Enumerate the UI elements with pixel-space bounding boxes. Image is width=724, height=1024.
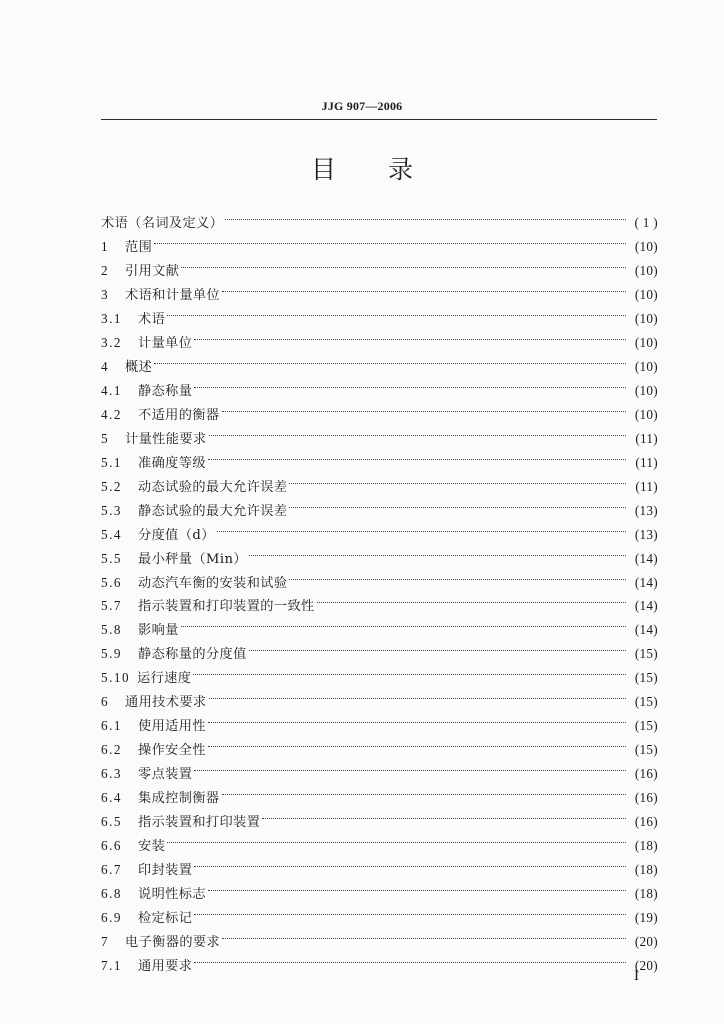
toc-entry[interactable] <box>101 850 658 879</box>
toc-entry-number: 4.1 <box>101 382 122 398</box>
toc-dot-leader <box>222 275 626 299</box>
toc-entry-page: (10) <box>634 262 658 278</box>
toc-entry-page: (15) <box>634 718 658 734</box>
toc-dot-leader <box>194 323 626 347</box>
toc-dot-leader <box>194 898 626 922</box>
toc-entry-page: (15) <box>634 646 658 662</box>
page-title-char-1: 目 <box>310 155 336 184</box>
toc-entry-title: 分度值（d） <box>138 527 215 543</box>
toc-entry-title: 静态试验的最大允许误差 <box>138 503 288 519</box>
toc-entry-number: 5.5 <box>101 550 122 566</box>
toc-entry-title: 零点装置 <box>138 767 193 783</box>
toc-entry-number: 6.6 <box>101 838 122 854</box>
toc-entry-number: 5.6 <box>101 574 122 590</box>
running-header: JJG 907—2006 <box>321 99 403 113</box>
toc-entry-title: 术语和计量单位 <box>125 287 221 303</box>
toc-dot-leader <box>262 802 626 826</box>
page-title-char-2: 录 <box>388 155 414 184</box>
toc-entry-page: (10) <box>634 334 658 350</box>
toc-entry-page: (16) <box>634 814 658 830</box>
toc-entry-number: 5.3 <box>101 502 122 518</box>
toc-entry[interactable] <box>101 634 658 663</box>
table-of-contents <box>101 203 658 974</box>
toc-dot-leader <box>225 203 626 227</box>
toc-entry-page: (10) <box>634 406 658 422</box>
toc-entry[interactable] <box>101 227 658 255</box>
toc-dot-leader <box>249 539 626 563</box>
toc-entry-page: (11) <box>635 454 658 470</box>
toc-dot-leader <box>222 922 626 946</box>
toc-entry[interactable] <box>101 275 658 303</box>
toc-entry-page: (10) <box>634 382 658 398</box>
toc-entry-title: 动态汽车衡的安装和试验 <box>138 575 288 591</box>
toc-entry-title: 集成控制衡器 <box>138 791 220 807</box>
toc-dot-leader <box>208 730 626 754</box>
toc-entry-number: 5.7 <box>101 598 122 614</box>
toc-entry[interactable] <box>101 251 658 279</box>
toc-entry-title: 范围 <box>125 239 153 255</box>
toc-entry-number: 3.1 <box>101 310 122 326</box>
toc-entry-title: 检定标记 <box>138 911 193 927</box>
toc-dot-leader <box>249 634 626 658</box>
toc-dot-leader <box>208 443 626 467</box>
toc-entry-number: 6.5 <box>101 814 122 830</box>
toc-entry-number: 6.9 <box>101 910 122 926</box>
toc-dot-leader <box>317 587 626 611</box>
toc-entry-page: (10) <box>634 310 658 326</box>
toc-dot-leader <box>208 706 626 730</box>
toc-entry-number: 6.2 <box>101 742 122 758</box>
toc-dot-leader <box>154 227 626 251</box>
toc-entry-title: 使用适用性 <box>138 719 206 735</box>
toc-entry-page: (14) <box>634 574 658 590</box>
toc-dot-leader <box>181 610 626 634</box>
toc-entry-page: (15) <box>634 694 658 710</box>
toc-dot-leader <box>222 395 626 419</box>
page-folio: I <box>634 968 639 984</box>
toc-entry-title: 静态称量的分度值 <box>138 647 247 663</box>
toc-entry-number: 2 <box>101 262 110 278</box>
toc-entry[interactable] <box>101 323 658 351</box>
toc-entry-page: (19) <box>634 910 658 926</box>
toc-dot-leader <box>209 419 626 443</box>
toc-entry-page: (13) <box>634 526 658 542</box>
toc-entry-number: 5.2 <box>101 478 122 494</box>
toc-entry-page: (16) <box>634 790 658 806</box>
toc-entry-number: 4 <box>101 358 110 374</box>
header-rule <box>101 119 657 120</box>
toc-entry-number: 6.3 <box>101 766 122 782</box>
toc-entry-number: 7 <box>101 934 110 950</box>
toc-entry-number: 5.10 <box>101 670 131 686</box>
toc-entry-number: 6.4 <box>101 790 122 806</box>
toc-entry-title: 不适用的衡器 <box>138 407 220 423</box>
toc-entry-number: 6.1 <box>101 718 122 734</box>
toc-dot-leader <box>222 778 626 802</box>
toc-entry-title: 说明性标志 <box>138 887 206 903</box>
toc-entry-page: (18) <box>634 886 658 902</box>
toc-dot-leader <box>167 299 626 323</box>
page-title <box>0 150 724 186</box>
toc-entry-page: (18) <box>634 862 658 878</box>
toc-entry-page: (10) <box>634 238 658 254</box>
toc-entry-title: 术语（名词及定义） <box>101 215 224 231</box>
toc-entry-title: 最小秤量（Min） <box>138 551 247 567</box>
toc-entry-page: (14) <box>634 622 658 638</box>
toc-entry-number: 3 <box>101 286 110 302</box>
toc-dot-leader <box>209 682 626 706</box>
toc-dot-leader <box>194 850 626 874</box>
toc-entry-page: (14) <box>634 598 658 614</box>
toc-entry-title: 通用要求 <box>138 959 193 974</box>
toc-entry-page: (10) <box>634 358 658 374</box>
toc-entry[interactable] <box>101 347 658 375</box>
toc-entry-number: 7.1 <box>101 958 122 973</box>
toc-dot-leader <box>154 347 626 371</box>
toc-entry-page: (18) <box>634 838 658 854</box>
toc-entry-title: 计量单位 <box>138 335 193 351</box>
toc-dot-leader <box>181 251 626 275</box>
toc-entry-title: 计量性能要求 <box>125 431 207 447</box>
toc-entry-number: 1 <box>101 238 110 254</box>
toc-dot-leader <box>194 371 626 395</box>
toc-entry-number: 4.2 <box>101 406 122 422</box>
toc-entry-page: (13) <box>634 502 658 518</box>
toc-entry-number: 5.1 <box>101 454 122 470</box>
toc-dot-leader <box>289 467 626 491</box>
toc-entry[interactable] <box>101 299 658 327</box>
toc-entry-title: 指示装置和打印装置的一致性 <box>138 599 315 615</box>
toc-entry-number: 6.8 <box>101 886 122 902</box>
toc-dot-leader <box>194 754 626 778</box>
toc-entry-page: (20) <box>634 934 658 950</box>
toc-dot-leader <box>289 563 626 587</box>
toc-entry-title: 影响量 <box>138 623 179 639</box>
toc-entry-title: 动态试验的最大允许误差 <box>138 479 288 495</box>
toc-entry-page: (10) <box>634 286 658 302</box>
toc-entry-number: 5.9 <box>101 646 122 662</box>
toc-entry-title: 安装 <box>138 839 166 855</box>
toc-entry-title: 概述 <box>125 359 153 375</box>
toc-entry[interactable] <box>101 371 658 399</box>
toc-entry-title: 印封装置 <box>138 863 193 879</box>
toc-entry-page: (15) <box>634 670 658 686</box>
toc-entry-number: 6.7 <box>101 862 122 878</box>
toc-entry[interactable] <box>101 610 658 639</box>
toc-dot-leader <box>208 874 626 898</box>
toc-entry-number: 5.8 <box>101 622 122 638</box>
toc-entry-page: (20) <box>634 958 658 973</box>
toc-entry-number: 5 <box>101 430 110 446</box>
toc-entry-page: (11) <box>635 478 658 494</box>
toc-entry-title: 引用文献 <box>125 263 180 279</box>
toc-dot-leader <box>289 491 626 515</box>
toc-entry-page: (16) <box>634 766 658 782</box>
toc-entry-page: (15) <box>634 742 658 758</box>
toc-dot-leader <box>194 946 626 970</box>
toc-entry[interactable] <box>101 203 658 231</box>
toc-dot-leader <box>167 826 626 850</box>
toc-entry-page: (11) <box>635 430 658 446</box>
toc-entry-title: 通用技术要求 <box>125 695 207 711</box>
toc-entry[interactable] <box>101 826 658 855</box>
toc-entry-title: 准确度等级 <box>138 455 206 471</box>
toc-entry-title: 静态称量 <box>138 383 193 399</box>
toc-entry-title: 运行速度 <box>137 671 192 687</box>
toc-entry-title: 操作安全性 <box>138 743 206 759</box>
toc-dot-leader <box>217 515 626 539</box>
toc-dot-leader <box>193 658 626 682</box>
toc-entry-page: (14) <box>634 550 658 566</box>
toc-entry-number: 3.2 <box>101 334 122 350</box>
toc-entry-page: ( 1 ) <box>634 214 658 230</box>
toc-entry-title: 指示装置和打印装置 <box>138 815 261 831</box>
toc-entry-title: 电子衡器的要求 <box>125 935 221 951</box>
toc-entry-number: 6 <box>101 694 110 710</box>
toc-entry-title: 术语 <box>138 311 166 327</box>
toc-entry-number: 5.4 <box>101 526 122 542</box>
